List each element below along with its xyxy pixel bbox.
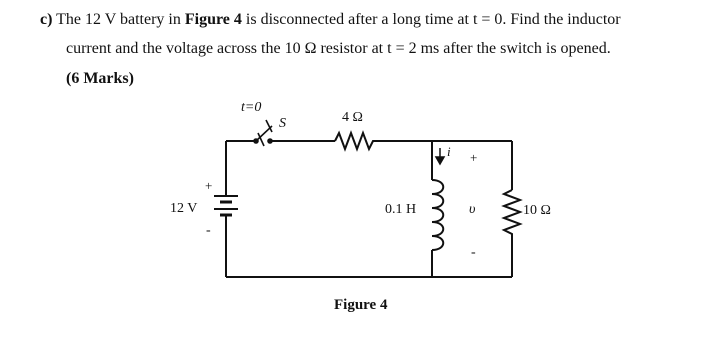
battery-label: 12 V xyxy=(170,201,198,216)
current-label: i xyxy=(447,144,451,159)
switch-time-label: t=0 xyxy=(241,100,262,115)
resistor-10ohm xyxy=(504,190,520,238)
switch-symbol xyxy=(254,120,272,146)
question-line-2: current and the voltage across the 10 Ω resistor at t = 2 ms after the switch is opened. xyxy=(66,40,611,57)
resistor-10ohm-label: 10 Ω xyxy=(523,203,551,218)
voltage-label: υ xyxy=(469,202,476,217)
question-text-b: is disconnected after a long time at t = 0. Find the inductor xyxy=(241,11,621,28)
resistor-4ohm xyxy=(335,133,377,149)
switch-name-label: S xyxy=(279,116,286,131)
inductor-coil xyxy=(432,180,443,250)
resistor-4ohm-label: 4 Ω xyxy=(342,110,363,125)
battery-plus-label: + xyxy=(205,178,213,193)
figure-reference: Figure 4 xyxy=(184,11,242,28)
question-text-a: The 12 V battery in xyxy=(56,11,185,28)
battery-minus-label: - xyxy=(206,223,211,238)
voltage-minus-label: - xyxy=(471,245,476,260)
figure-caption: Figure 4 xyxy=(334,297,388,313)
question-prefix: c) xyxy=(40,11,53,28)
inductor-label: 0.1 H xyxy=(385,202,417,217)
battery-symbol xyxy=(214,196,238,215)
voltage-plus-label: + xyxy=(470,150,478,165)
marks-label: (6 Marks) xyxy=(66,70,134,87)
current-arrow xyxy=(436,148,444,164)
